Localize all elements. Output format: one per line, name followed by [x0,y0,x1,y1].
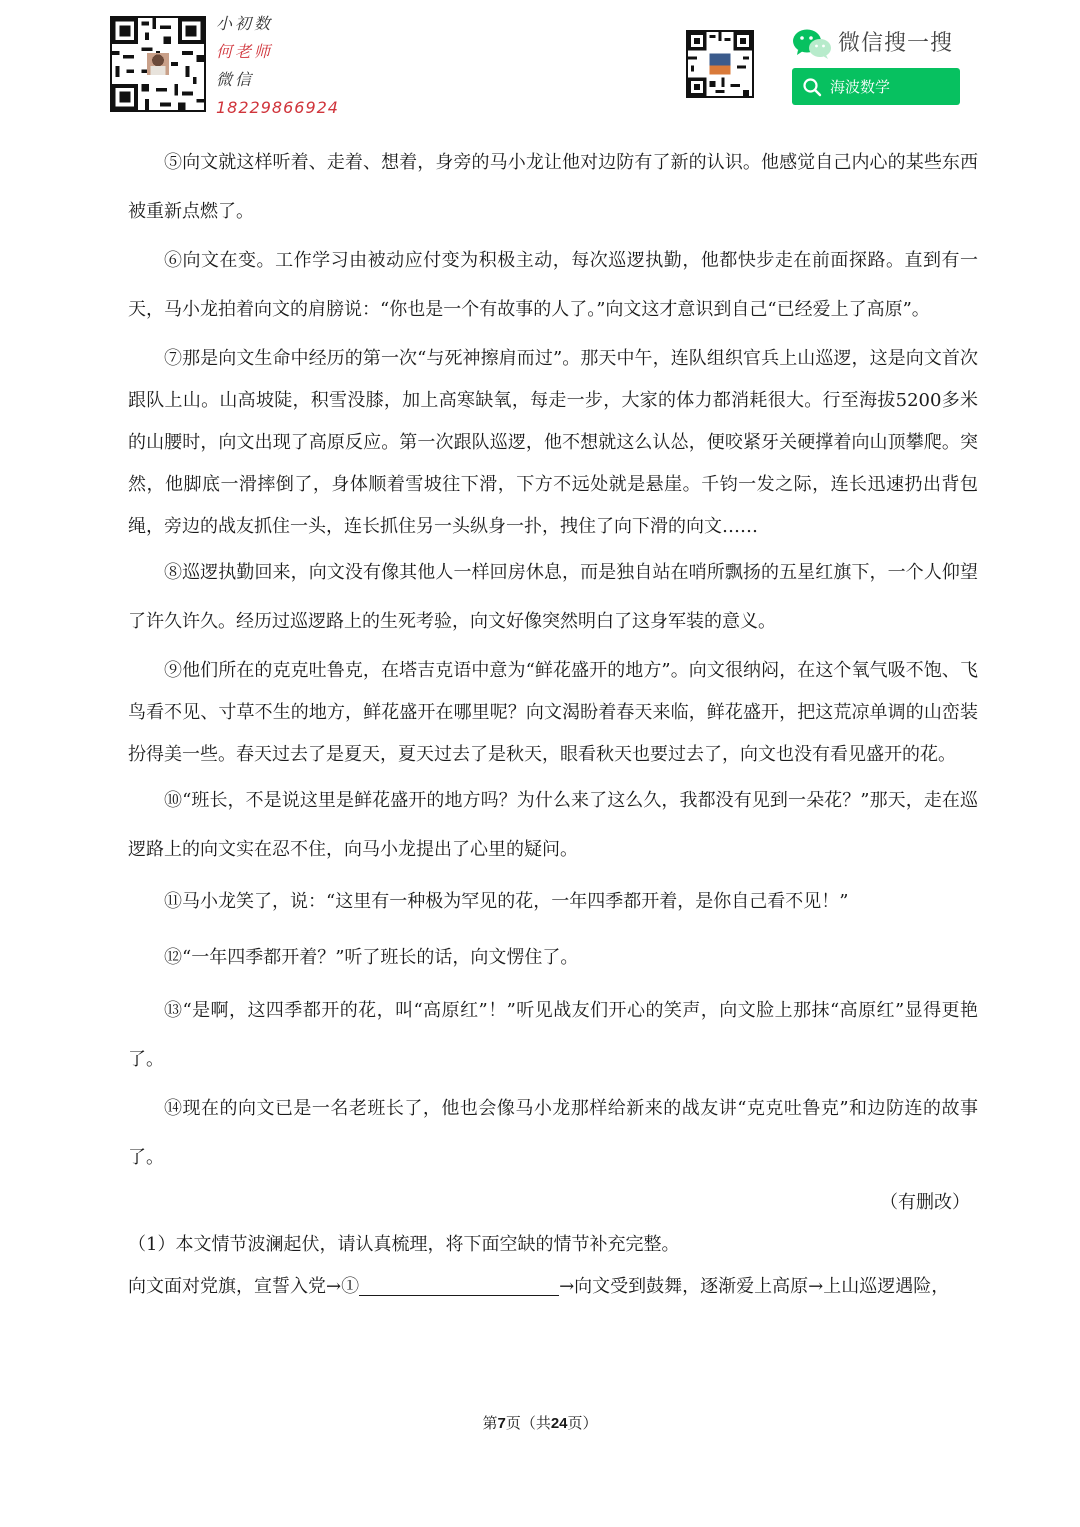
paragraph-6: ⑥向文在变。工作学习由被动应付变为积极主动，每次巡逻执勤，他都快步走在前面探路。直到有一天，马小龙拍着向文的肩膀说：“你也是一个有故事的人了。”向文这才意识到自己“已经爱上了高原”。 [128,250,978,320]
footer-middle: 页（共 [505,1414,551,1432]
plot-step-end: →向文受到鼓舞，逐渐爱上高原→上山巡逻遇险， [559,1276,950,1297]
plot-step-start: 向文面对党旗，宣誓入党→① [128,1276,360,1297]
qr-code-icon [688,32,752,96]
wechat-search-label: 海波数学 [830,78,891,96]
page-header [0,0,1080,130]
answer-blank-1[interactable] [359,1274,559,1296]
footer-suffix: 页） [567,1414,598,1432]
paragraph-13: ⑬“是啊，这四季都开的花，叫“高原红”！”听见战友们开心的笑声，向文脸上那抹“高原红”显得更艳了。 [128,1000,978,1070]
qr-code-icon [112,18,204,110]
wechat-logo-icon [792,28,832,60]
paragraph-5: ⑤向文就这样听着、走着、想着，身旁的马小龙让他对边防有了新的认识。他感觉自己内心的某些东西被重新点燃了。 [128,152,978,222]
page-footer [0,1412,1080,1433]
wechat-search-button[interactable] [792,68,960,105]
question-1-plot-line [128,1266,978,1308]
current-page-number: 7 [497,1415,506,1432]
footer-prefix: 第 [482,1414,498,1432]
search-icon [802,77,822,97]
contact-subject: 小初数 [216,14,274,33]
paragraph-10: ⑩“班长，不是说这里是鲜花盛开的地方吗？为什么来了这么久，我都没有见到一朵花？”那天，走在巡逻路上的向文实在忍不住，向马小龙提出了心里的疑问。 [128,790,978,860]
total-page-count: 24 [550,1415,568,1432]
paragraph-9: ⑨他们所在的克克吐鲁克，在塔吉克语中意为“鲜花盛开的地方”。向文很纳闷，在这个氧气吸不饱、飞鸟看不见、寸草不生的地方，鲜花盛开在哪里呢？向文渴盼着春天来临，鲜花盛开，把这荒凉单调的山峦装扮得美一些。春天过去了是夏天，夏天过去了是秋天，眼看秋天也要过去了，向文也没有看见盛开的花。 [128,660,978,765]
contact-phone: 18229866924 [216,98,339,117]
paragraph-11: ⑪马小龙笑了，说：“这里有一种极为罕见的花，一年四季都开着，是你自己看不见！” [164,891,849,912]
paragraph-7: ⑦那是向文生命中经历的第一次“与死神擦肩而过”。那天中午，连队组织官兵上山巡逻，这是向文首次跟队上山。山高坡陡，积雪没膝，加上高寒缺氧，每走一步，大家的体力都消耗很大。行至海拔5200多米的山腰时，向文出现了高原反应。第一次跟队巡逻，他不想就这么认怂，便咬紧牙关硬撑着向山顶攀爬。突然，他脚底一滑摔倒了，身体顺着雪坡往下滑，下方不远处就是悬崖。千钧一发之际，连长迅速扔出背包绳，旁边的战友抓住一头，连长抓住另一头纵身一扑，拽住了向下滑的向文…… [128,348,978,537]
qr-code-wechat-search[interactable] [686,30,754,98]
teacher-contact [216,10,356,122]
paragraph-14: ⑭现在的向文已是一名老班长了，他也会像马小龙那样给新来的战友讲“克克吐鲁克”和边防连的故事了。 [128,1098,978,1168]
wechat-search-title: 微信搜一搜 [838,31,954,56]
contact-wechat-label: 微信 [216,70,255,89]
source-note: （有删改） [880,1192,970,1213]
contact-teacher-name: 何老师 [216,42,274,61]
paragraph-8: ⑧巡逻执勤回来，向文没有像其他人一样回房休息，而是独自站在哨所飘扬的五星红旗下，一个人仰望了许久许久。经历过巡逻路上的生死考验，向文好像突然明白了这身军装的意义。 [128,562,978,632]
qr-code-contact[interactable] [110,16,206,112]
question-1-prompt: （1）本文情节波澜起伏，请认真梳理，将下面空缺的情节补充完整。 [128,1234,680,1255]
paragraph-12: ⑫“一年四季都开着？”听了班长的话，向文愣住了。 [164,947,579,968]
article-body [128,138,978,1308]
